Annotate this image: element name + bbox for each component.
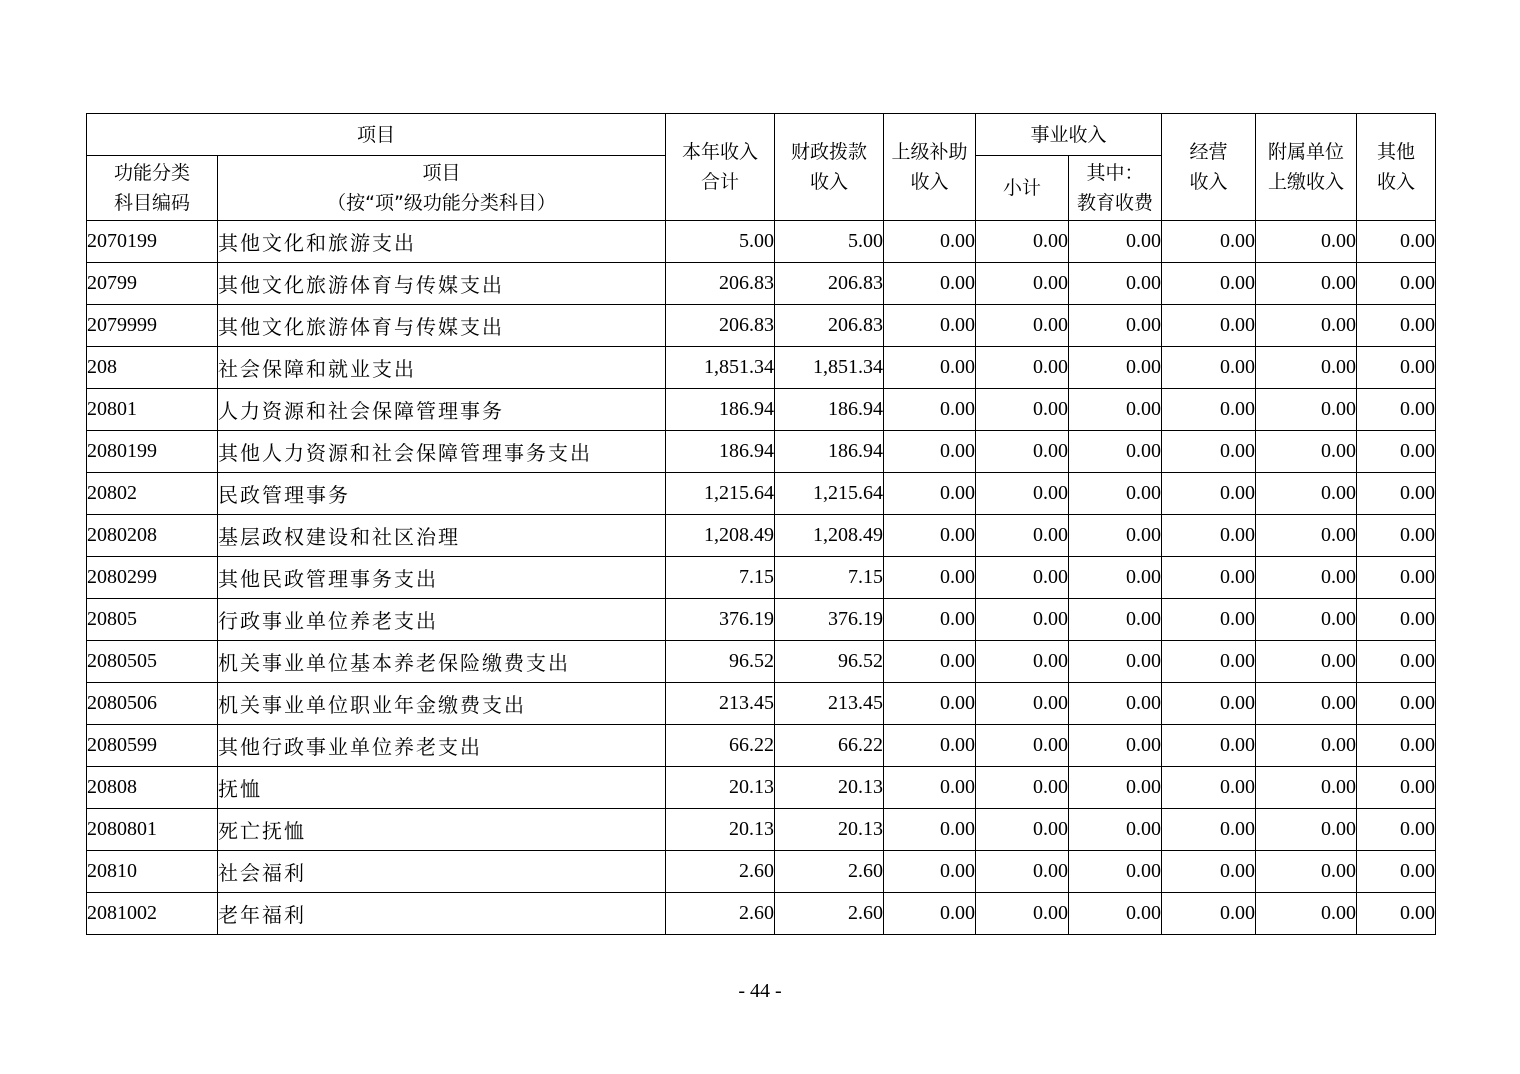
row-value: 2.60 — [666, 851, 775, 893]
table-row — [87, 221, 1436, 263]
row-value: 0.00 — [884, 557, 976, 599]
row-value: 0.00 — [1256, 851, 1357, 893]
table-row — [87, 725, 1436, 767]
header-education: 其中： 教育收费 — [1069, 156, 1162, 221]
row-value: 0.00 — [884, 473, 976, 515]
row-name: 老年福利 — [218, 893, 666, 935]
row-value: 206.83 — [666, 305, 775, 347]
row-value: 0.00 — [976, 725, 1069, 767]
row-code: 20799 — [87, 263, 218, 305]
row-value: 0.00 — [1357, 893, 1436, 935]
row-code: 2079999 — [87, 305, 218, 347]
row-value: 0.00 — [1357, 767, 1436, 809]
row-value: 0.00 — [1069, 725, 1162, 767]
row-value: 2.60 — [775, 851, 884, 893]
row-value: 0.00 — [884, 767, 976, 809]
row-name: 抚恤 — [218, 767, 666, 809]
row-value: 1,208.49 — [775, 515, 884, 557]
table-row — [87, 893, 1436, 935]
row-value: 186.94 — [775, 431, 884, 473]
row-value: 0.00 — [884, 851, 976, 893]
row-value: 0.00 — [1069, 557, 1162, 599]
row-name: 社会福利 — [218, 851, 666, 893]
row-value: 0.00 — [884, 263, 976, 305]
row-value: 0.00 — [884, 683, 976, 725]
row-value: 0.00 — [1357, 389, 1436, 431]
row-value: 0.00 — [1357, 473, 1436, 515]
table-body — [87, 221, 1436, 935]
row-name: 其他文化和旅游支出 — [218, 221, 666, 263]
row-value: 0.00 — [1162, 683, 1256, 725]
row-value: 1,215.64 — [666, 473, 775, 515]
row-value: 0.00 — [1256, 389, 1357, 431]
row-code: 2081002 — [87, 893, 218, 935]
row-value: 0.00 — [1162, 557, 1256, 599]
row-value: 0.00 — [976, 557, 1069, 599]
row-value: 0.00 — [1069, 599, 1162, 641]
table-row — [87, 389, 1436, 431]
table-header — [87, 114, 1436, 221]
table-row — [87, 683, 1436, 725]
table-row — [87, 263, 1436, 305]
row-code: 2070199 — [87, 221, 218, 263]
income-table — [86, 113, 1436, 935]
row-name: 民政管理事务 — [218, 473, 666, 515]
row-code: 208 — [87, 347, 218, 389]
row-value: 0.00 — [1069, 515, 1162, 557]
row-value: 0.00 — [1162, 347, 1256, 389]
table-row — [87, 809, 1436, 851]
row-name: 其他文化旅游体育与传媒支出 — [218, 263, 666, 305]
row-value: 1,851.34 — [666, 347, 775, 389]
row-name: 死亡抚恤 — [218, 809, 666, 851]
row-value: 20.13 — [775, 767, 884, 809]
row-code: 2080208 — [87, 515, 218, 557]
row-code: 2080599 — [87, 725, 218, 767]
row-value: 0.00 — [884, 725, 976, 767]
row-value: 0.00 — [1357, 683, 1436, 725]
row-value: 0.00 — [1069, 263, 1162, 305]
row-value: 0.00 — [1162, 473, 1256, 515]
row-value: 0.00 — [1357, 263, 1436, 305]
header-total: 本年收入 合计 — [666, 114, 775, 221]
row-value: 0.00 — [1357, 725, 1436, 767]
table-row — [87, 347, 1436, 389]
row-name: 基层政权建设和社区治理 — [218, 515, 666, 557]
row-value: 0.00 — [1162, 725, 1256, 767]
row-value: 0.00 — [884, 347, 976, 389]
row-code: 20805 — [87, 599, 218, 641]
row-value: 0.00 — [1256, 263, 1357, 305]
row-value: 0.00 — [1069, 851, 1162, 893]
row-value: 0.00 — [1069, 893, 1162, 935]
row-value: 20.13 — [666, 809, 775, 851]
row-value: 0.00 — [1162, 221, 1256, 263]
row-name: 人力资源和社会保障管理事务 — [218, 389, 666, 431]
row-code: 20802 — [87, 473, 218, 515]
table-row — [87, 305, 1436, 347]
row-value: 0.00 — [1162, 641, 1256, 683]
row-code: 20810 — [87, 851, 218, 893]
row-value: 0.00 — [1162, 263, 1256, 305]
row-value: 206.83 — [775, 305, 884, 347]
row-code: 2080506 — [87, 683, 218, 725]
row-name: 其他人力资源和社会保障管理事务支出 — [218, 431, 666, 473]
row-value: 0.00 — [1162, 893, 1256, 935]
row-value: 1,208.49 — [666, 515, 775, 557]
row-value: 20.13 — [775, 809, 884, 851]
row-value: 186.94 — [775, 389, 884, 431]
row-code: 20808 — [87, 767, 218, 809]
table-row — [87, 473, 1436, 515]
row-value: 0.00 — [1069, 641, 1162, 683]
table-row — [87, 767, 1436, 809]
row-value: 5.00 — [666, 221, 775, 263]
header-fiscal: 财政拨款 收入 — [775, 114, 884, 221]
row-value: 0.00 — [1357, 347, 1436, 389]
row-value: 206.83 — [775, 263, 884, 305]
row-value: 206.83 — [666, 263, 775, 305]
row-code: 2080299 — [87, 557, 218, 599]
row-value: 0.00 — [1162, 767, 1256, 809]
row-value: 376.19 — [775, 599, 884, 641]
row-value: 7.15 — [775, 557, 884, 599]
row-value: 2.60 — [666, 893, 775, 935]
row-value: 376.19 — [666, 599, 775, 641]
row-value: 0.00 — [976, 347, 1069, 389]
row-value: 0.00 — [1162, 515, 1256, 557]
row-value: 0.00 — [1256, 809, 1357, 851]
row-value: 186.94 — [666, 389, 775, 431]
table-row — [87, 641, 1436, 683]
row-value: 0.00 — [1256, 557, 1357, 599]
row-value: 0.00 — [1162, 809, 1256, 851]
row-value: 7.15 — [666, 557, 775, 599]
row-value: 186.94 — [666, 431, 775, 473]
row-value: 0.00 — [1357, 431, 1436, 473]
header-item: 项目 （按“项”级功能分类科目） — [218, 156, 666, 221]
row-value: 0.00 — [976, 515, 1069, 557]
row-value: 0.00 — [1256, 725, 1357, 767]
row-value: 0.00 — [1357, 851, 1436, 893]
row-value: 0.00 — [976, 305, 1069, 347]
row-value: 0.00 — [1357, 641, 1436, 683]
row-name: 机关事业单位职业年金缴费支出 — [218, 683, 666, 725]
row-value: 0.00 — [884, 305, 976, 347]
row-value: 0.00 — [976, 641, 1069, 683]
row-code: 2080801 — [87, 809, 218, 851]
row-value: 0.00 — [884, 431, 976, 473]
row-code: 2080505 — [87, 641, 218, 683]
row-value: 0.00 — [1069, 221, 1162, 263]
row-value: 66.22 — [666, 725, 775, 767]
row-value: 0.00 — [1069, 767, 1162, 809]
row-code: 2080199 — [87, 431, 218, 473]
row-value: 0.00 — [1069, 809, 1162, 851]
header-project: 项目 — [87, 114, 666, 156]
row-value: 0.00 — [976, 893, 1069, 935]
header-operating: 经营 收入 — [1162, 114, 1256, 221]
table-row — [87, 557, 1436, 599]
row-value: 0.00 — [1069, 347, 1162, 389]
row-value: 0.00 — [884, 515, 976, 557]
header-superior: 上级补助 收入 — [884, 114, 976, 221]
row-value: 0.00 — [1256, 641, 1357, 683]
row-value: 0.00 — [1069, 431, 1162, 473]
row-name: 行政事业单位养老支出 — [218, 599, 666, 641]
row-value: 96.52 — [775, 641, 884, 683]
row-value: 0.00 — [1357, 305, 1436, 347]
row-value: 0.00 — [976, 473, 1069, 515]
row-value: 1,215.64 — [775, 473, 884, 515]
row-value: 0.00 — [976, 809, 1069, 851]
table-row — [87, 431, 1436, 473]
header-subtotal: 小计 — [976, 156, 1069, 221]
row-name: 其他民政管理事务支出 — [218, 557, 666, 599]
row-value: 0.00 — [1357, 809, 1436, 851]
row-value: 0.00 — [1069, 683, 1162, 725]
row-value: 0.00 — [976, 851, 1069, 893]
row-value: 0.00 — [976, 599, 1069, 641]
row-value: 0.00 — [1162, 389, 1256, 431]
row-value: 0.00 — [1069, 305, 1162, 347]
row-value: 0.00 — [1256, 893, 1357, 935]
row-value: 0.00 — [1357, 515, 1436, 557]
row-value: 66.22 — [775, 725, 884, 767]
row-value: 2.60 — [775, 893, 884, 935]
row-name: 其他行政事业单位养老支出 — [218, 725, 666, 767]
row-value: 0.00 — [884, 809, 976, 851]
row-value: 213.45 — [775, 683, 884, 725]
row-value: 96.52 — [666, 641, 775, 683]
header-business: 事业收入 — [976, 114, 1162, 156]
row-value: 0.00 — [1357, 557, 1436, 599]
row-name: 机关事业单位基本养老保险缴费支出 — [218, 641, 666, 683]
header-other: 其他 收入 — [1357, 114, 1436, 221]
row-value: 0.00 — [1069, 473, 1162, 515]
row-value: 0.00 — [1256, 431, 1357, 473]
row-value: 0.00 — [884, 599, 976, 641]
row-value: 0.00 — [884, 641, 976, 683]
row-value: 5.00 — [775, 221, 884, 263]
row-value: 0.00 — [1162, 599, 1256, 641]
row-value: 0.00 — [1357, 599, 1436, 641]
row-name: 其他文化旅游体育与传媒支出 — [218, 305, 666, 347]
row-value: 0.00 — [1256, 599, 1357, 641]
row-value: 0.00 — [1256, 305, 1357, 347]
row-value: 0.00 — [1256, 347, 1357, 389]
table-row — [87, 599, 1436, 641]
row-value: 0.00 — [976, 683, 1069, 725]
row-value: 0.00 — [1256, 515, 1357, 557]
header-affiliated: 附属单位 上缴收入 — [1256, 114, 1357, 221]
row-value: 0.00 — [884, 389, 976, 431]
row-value: 0.00 — [1162, 431, 1256, 473]
row-value: 0.00 — [976, 263, 1069, 305]
row-value: 0.00 — [1256, 473, 1357, 515]
row-value: 0.00 — [1162, 851, 1256, 893]
row-value: 0.00 — [976, 221, 1069, 263]
header-func-code: 功能分类 科目编码 — [87, 156, 218, 221]
table-row — [87, 851, 1436, 893]
row-value: 0.00 — [976, 389, 1069, 431]
row-value: 0.00 — [1162, 305, 1256, 347]
row-value: 213.45 — [666, 683, 775, 725]
row-name: 社会保障和就业支出 — [218, 347, 666, 389]
row-value: 20.13 — [666, 767, 775, 809]
row-value: 0.00 — [884, 221, 976, 263]
row-value: 0.00 — [1256, 767, 1357, 809]
row-value: 0.00 — [1256, 221, 1357, 263]
row-value: 0.00 — [1069, 389, 1162, 431]
row-value: 0.00 — [976, 431, 1069, 473]
row-code: 20801 — [87, 389, 218, 431]
row-value: 0.00 — [884, 893, 976, 935]
page-number: - 44 - — [738, 980, 782, 1002]
row-value: 0.00 — [976, 767, 1069, 809]
row-value: 1,851.34 — [775, 347, 884, 389]
table-row — [87, 515, 1436, 557]
row-value: 0.00 — [1256, 683, 1357, 725]
row-value: 0.00 — [1357, 221, 1436, 263]
